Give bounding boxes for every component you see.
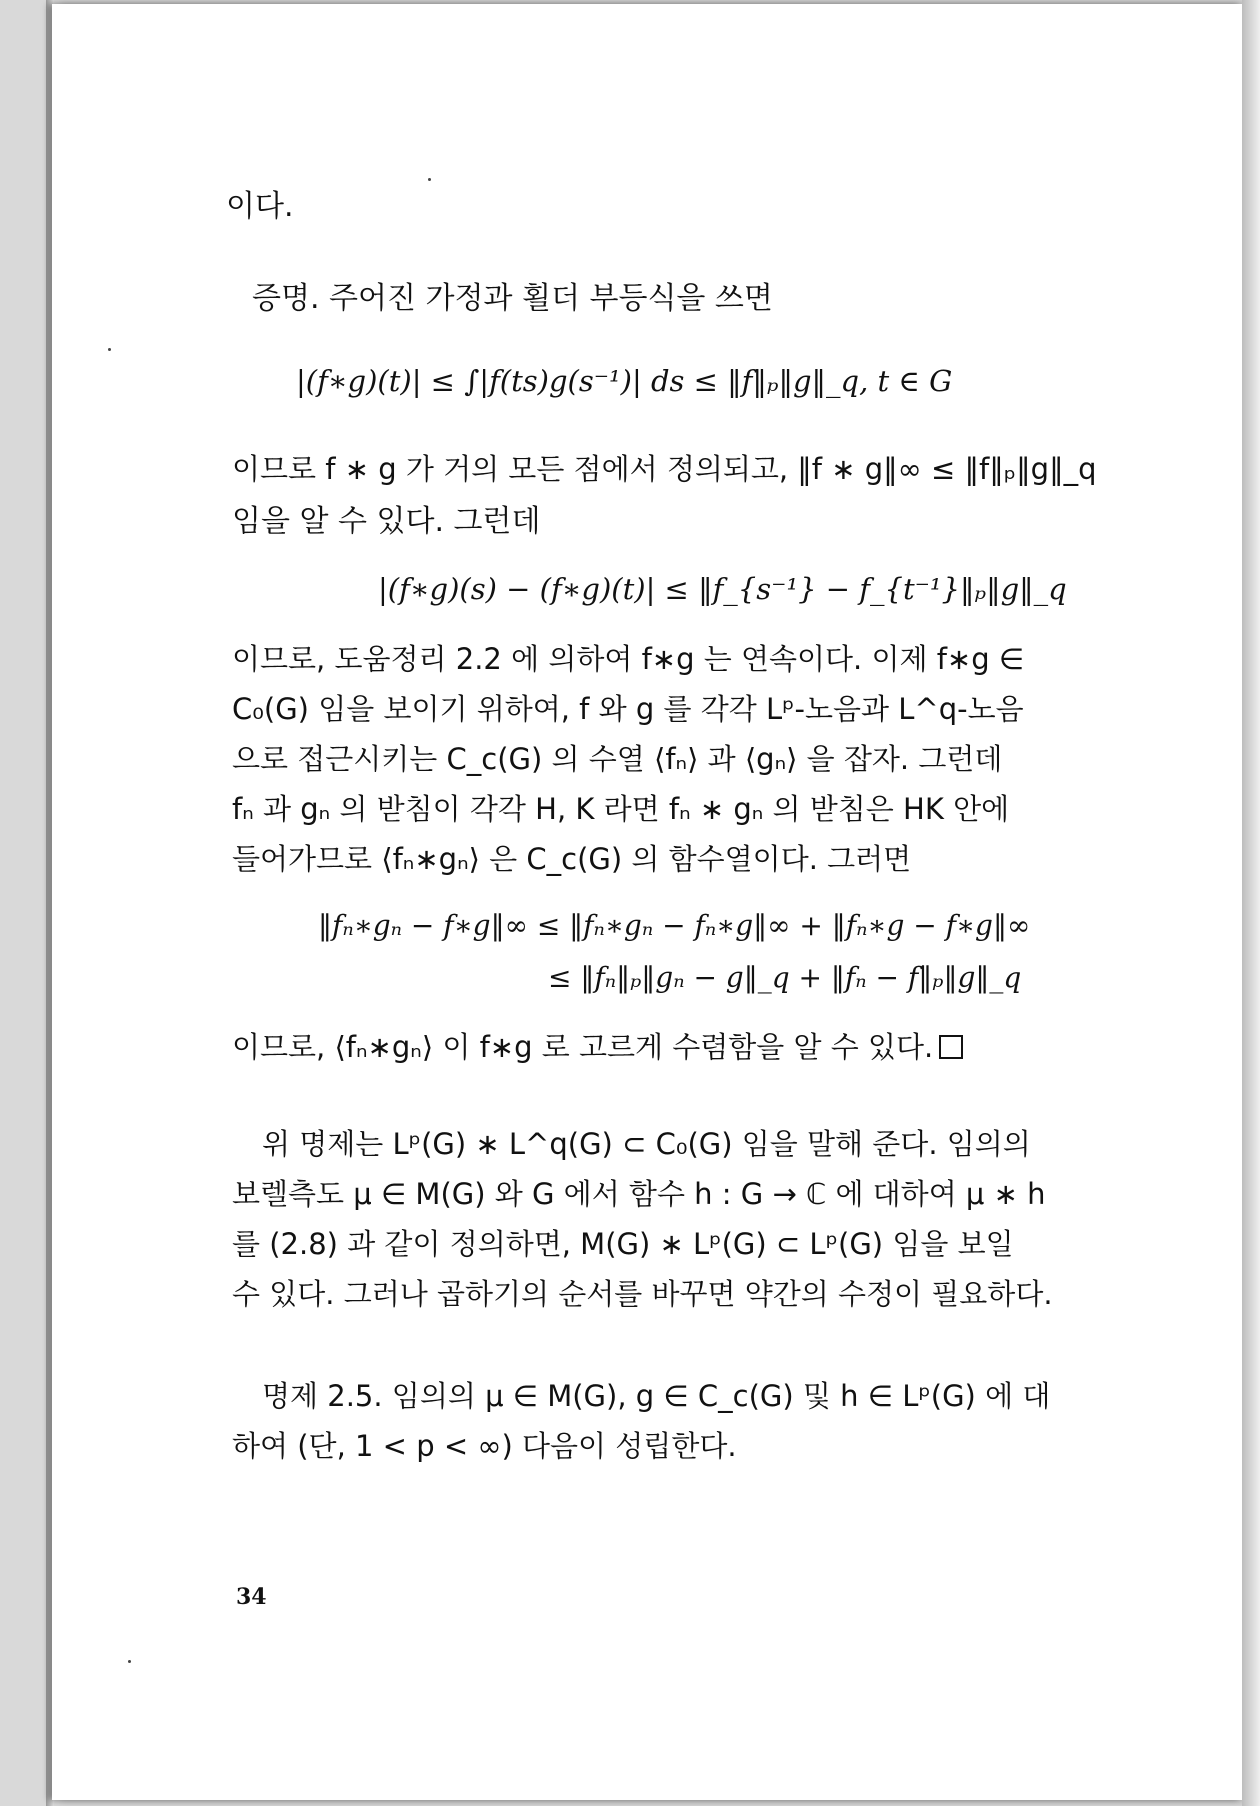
text-line: 보렐측도 μ ∈ M(G) 와 G 에서 함수 h : G → ℂ 에 대하여 μ ∗ h xyxy=(232,1177,1046,1211)
qed-box-icon xyxy=(939,1035,963,1059)
text-line: 위 명제는 Lᵖ(G) ∗ L^q(G) ⊂ C₀(G) 임을 말해 준다. 임의의 xyxy=(262,1127,1031,1161)
proposition-heading-line: 명제 2.5. 임의의 μ ∈ M(G), g ∈ C_c(G) 및 h ∈ Lᵖ(G) 에 대 xyxy=(262,1379,1051,1413)
text-line: C₀(G) 임을 보이기 위하여, f 와 g 를 각각 Lᵖ-노음과 L^q-노음 xyxy=(232,692,1024,726)
speck xyxy=(108,348,111,351)
text-line: 수 있다. 그러나 곱하기의 순서를 바꾸면 약간의 수정이 필요하다. xyxy=(232,1277,1053,1311)
page-edge-right xyxy=(1242,0,1260,1806)
book-page xyxy=(52,4,1242,1800)
text-line-qed xyxy=(232,1030,963,1064)
proof-heading-line: 증명. 주어진 가정과 횔더 부등식을 쓰면 xyxy=(252,281,773,316)
text-line: 임을 알 수 있다. 그런데 xyxy=(232,504,541,539)
equation-convolution-bound: |(f∗g)(t)| ≤ ∫|f(ts)g(s⁻¹)| ds ≤ ‖f‖ₚ‖g‖_q, t ∈ G xyxy=(296,364,953,398)
equation-uniform-convergence-2: ≤ ‖fₙ‖ₚ‖gₙ − g‖_q + ‖fₙ − f‖ₚ‖g‖_q xyxy=(548,961,1022,994)
text-line: 이다. xyxy=(226,189,294,224)
text-line: fₙ 과 gₙ 의 받침이 각각 H, K 라면 fₙ ∗ gₙ 의 받침은 HK 안에 xyxy=(232,792,1010,826)
text-line: 하여 (단, 1 < p < ∞) 다음이 성립한다. xyxy=(232,1429,737,1463)
text-line: 으로 접근시키는 C_c(G) 의 수열 ⟨fₙ⟩ 과 ⟨gₙ⟩ 을 잡자. 그런데 xyxy=(232,742,1003,776)
speck xyxy=(428,178,431,181)
text-line: 를 (2.8) 과 같이 정의하면, M(G) ∗ Lᵖ(G) ⊂ Lᵖ(G) 임을 보일 xyxy=(232,1227,1014,1261)
text-line: 이므로, 도움정리 2.2 에 의하여 f∗g 는 연속이다. 이제 f∗g ∈ xyxy=(232,642,1025,676)
equation-continuity-bound: |(f∗g)(s) − (f∗g)(t)| ≤ ‖f_{s⁻¹} − f_{t⁻¹}‖ₚ‖g‖_q xyxy=(378,572,1067,606)
text-line: 이므로, ⟨fₙ∗gₙ⟩ 이 f∗g 로 고르게 수렴함을 알 수 있다. xyxy=(232,1030,934,1064)
speck xyxy=(128,1660,131,1663)
equation-uniform-convergence-1: ‖fₙ∗gₙ − f∗g‖∞ ≤ ‖fₙ∗gₙ − fₙ∗g‖∞ + ‖fₙ∗g − f∗g‖∞ xyxy=(318,909,1031,942)
text-line: 이므로 f ∗ g 가 거의 모든 점에서 정의되고, ‖f ∗ g‖∞ ≤ ‖f‖ₚ‖g‖_q xyxy=(232,452,1097,486)
page-number: 34 xyxy=(236,1584,267,1610)
text-line: 들어가므로 ⟨fₙ∗gₙ⟩ 은 C_c(G) 의 함수열이다. 그러면 xyxy=(232,842,912,876)
